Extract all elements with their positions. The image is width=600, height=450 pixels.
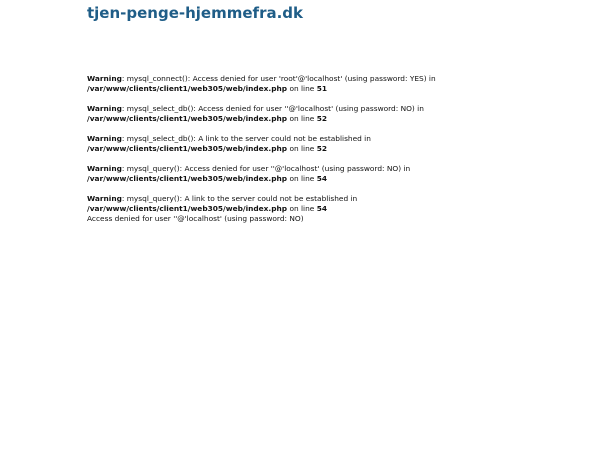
warning-4 bbox=[87, 164, 587, 184]
site-title: tjen-penge-hjemmefra.dk bbox=[87, 4, 303, 22]
warning-line-number: 54 bbox=[316, 204, 327, 213]
warning-file-path: /var/www/clients/client1/web305/web/index.php bbox=[87, 84, 288, 93]
warning-message: : mysql_query(): A link to the server could not be established in bbox=[121, 194, 358, 203]
warning-message: : mysql_select_db(): Access denied for user ''@'localhost' (using password: NO) in bbox=[121, 104, 424, 113]
warning-message: : mysql_connect(): Access denied for user 'root'@'localhost' (using password: YES) in bbox=[121, 74, 436, 83]
warning-file-path: /var/www/clients/client1/web305/web/index.php bbox=[87, 114, 288, 123]
warning-label: Warning bbox=[87, 74, 122, 83]
warning-on-line-text: on line bbox=[287, 114, 317, 123]
warning-2 bbox=[87, 104, 587, 124]
warning-on-line-text: on line bbox=[287, 144, 317, 153]
warning-message: : mysql_query(): Access denied for user ''@'localhost' (using password: NO) in bbox=[121, 164, 411, 173]
warning-1 bbox=[87, 74, 587, 94]
final-error-text: Access denied for user ''@'localhost' (using password: NO) bbox=[87, 214, 304, 223]
warning-on-line-text: on line bbox=[287, 84, 317, 93]
warning-file-path: /var/www/clients/client1/web305/web/index.php bbox=[87, 204, 288, 213]
warning-line-number: 52 bbox=[316, 144, 327, 153]
warning-line-number: 51 bbox=[316, 84, 327, 93]
warning-label: Warning bbox=[87, 164, 122, 173]
warning-file-path: /var/www/clients/client1/web305/web/index.php bbox=[87, 174, 288, 183]
warning-line-number: 54 bbox=[316, 174, 327, 183]
warning-3 bbox=[87, 134, 587, 154]
warning-message: : mysql_select_db(): A link to the server could not be established in bbox=[121, 134, 371, 143]
warning-on-line-text: on line bbox=[287, 174, 317, 183]
warning-label: Warning bbox=[87, 104, 122, 113]
warning-on-line-text: on line bbox=[287, 204, 317, 213]
warning-label: Warning bbox=[87, 134, 122, 143]
warning-label: Warning bbox=[87, 194, 122, 203]
warning-file-path: /var/www/clients/client1/web305/web/index.php bbox=[87, 144, 288, 153]
warning-5 bbox=[87, 194, 587, 224]
warning-line-number: 52 bbox=[316, 114, 327, 123]
php-error-output bbox=[87, 74, 587, 224]
